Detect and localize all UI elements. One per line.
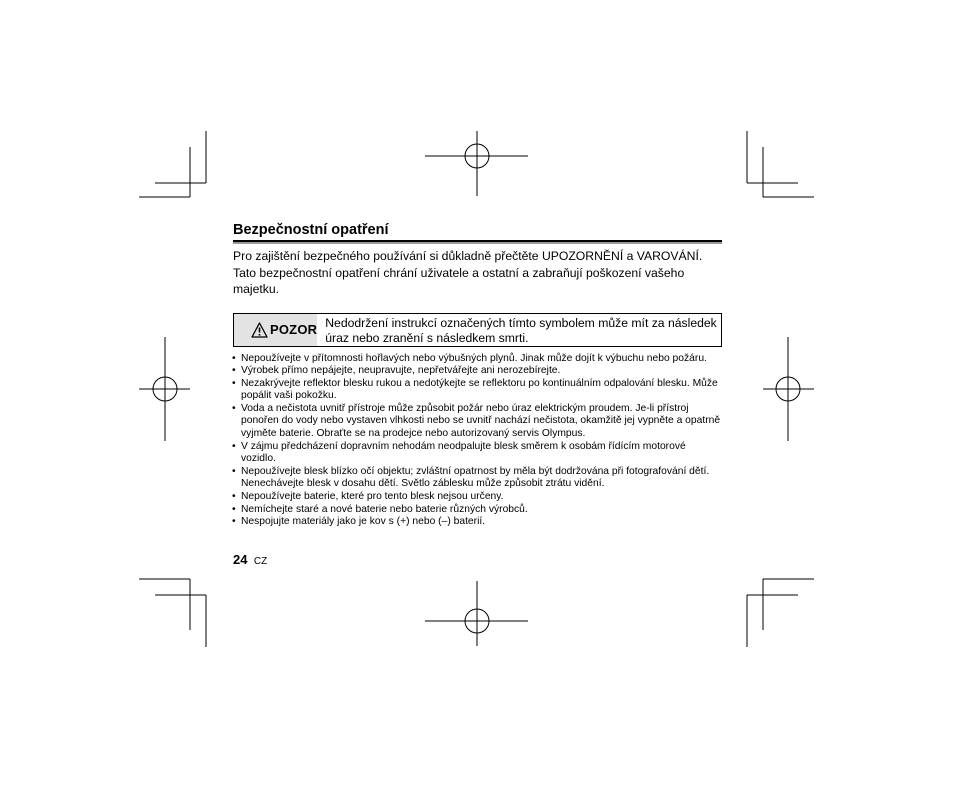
- list-item: • Voda a nečistota uvnitř přístroje může způsobit požár nebo úraz elektrickým proudem. Je-li přístroj ponořen do vody nebo vystaven vlhkosti nebo se uvnitř nachází nečistota, okamžitě jej vypněte a opatrně vyjměte baterie. Obraťte se na prodejce nebo autorizovaný servis Olympus.: [233, 403, 723, 441]
- caution-text: Nedodržení instrukcí označených tímto symbolem může mít za následek úraz nebo zranění s následkem smrti.: [325, 315, 717, 345]
- section-title: Bezpečnostní opatření: [233, 222, 389, 238]
- list-item: • Nepoužívejte blesk blízko očí objektu; zvláštní opatrnost by měla být dodržována při fotografování dětí. Nenechávejte blesk v dosahu dětí. Světlo záblesku může způsobit ztrátu vidění.: [233, 466, 723, 491]
- list-item: • Nespojujte materiály jako je kov s (+) nebo (–) baterií.: [233, 516, 723, 529]
- list-item: • Nemíchejte staré a nové baterie nebo baterie různých výrobců.: [233, 504, 723, 517]
- caution-label: [234, 314, 317, 346]
- intro-paragraph: Pro zajištění bezpečného používání si důkladně přečtěte UPOZORNĚNÍ a VAROVÁNÍ. Tato bezpečnostní opatření chrání uživatele a ostatní a zabraňují poškození vašeho majetku.: [233, 249, 703, 296]
- caution-box: [233, 313, 722, 347]
- title-underline: [233, 240, 722, 244]
- list-item: • Nepoužívejte v přítomnosti hořlavých nebo výbušných plynů. Jinak může dojít k výbuchu nebo požáru.: [233, 353, 723, 366]
- list-item: • Nezakrývejte reflektor blesku rukou a nedotýkejte se reflektoru po kontinuálním odpalování blesku. Může popálit vaši pokožku.: [233, 378, 723, 403]
- registration-mark: [425, 131, 528, 196]
- page-footer: [233, 551, 267, 569]
- registration-mark: [139, 337, 190, 441]
- page-number: 24: [233, 552, 248, 567]
- language-code: CZ: [253, 556, 268, 567]
- safety-section: [233, 222, 723, 529]
- safety-list: [233, 353, 723, 529]
- caution-word: POZOR: [270, 322, 318, 337]
- registration-mark: [425, 581, 528, 646]
- list-item: • V zájmu předcházení dopravním nehodám neodpalujte blesk směrem k osobám řídícím motorové vozidlo.: [233, 441, 723, 466]
- registration-mark: [763, 337, 814, 441]
- list-item: • Výrobek přímo nepájejte, neupravujte, nepřetvářejte ani nerozebírejte.: [233, 365, 723, 378]
- warning-triangle-icon: [251, 322, 268, 338]
- list-item: • Nepoužívejte baterie, které pro tento blesk nejsou určeny.: [233, 491, 723, 504]
